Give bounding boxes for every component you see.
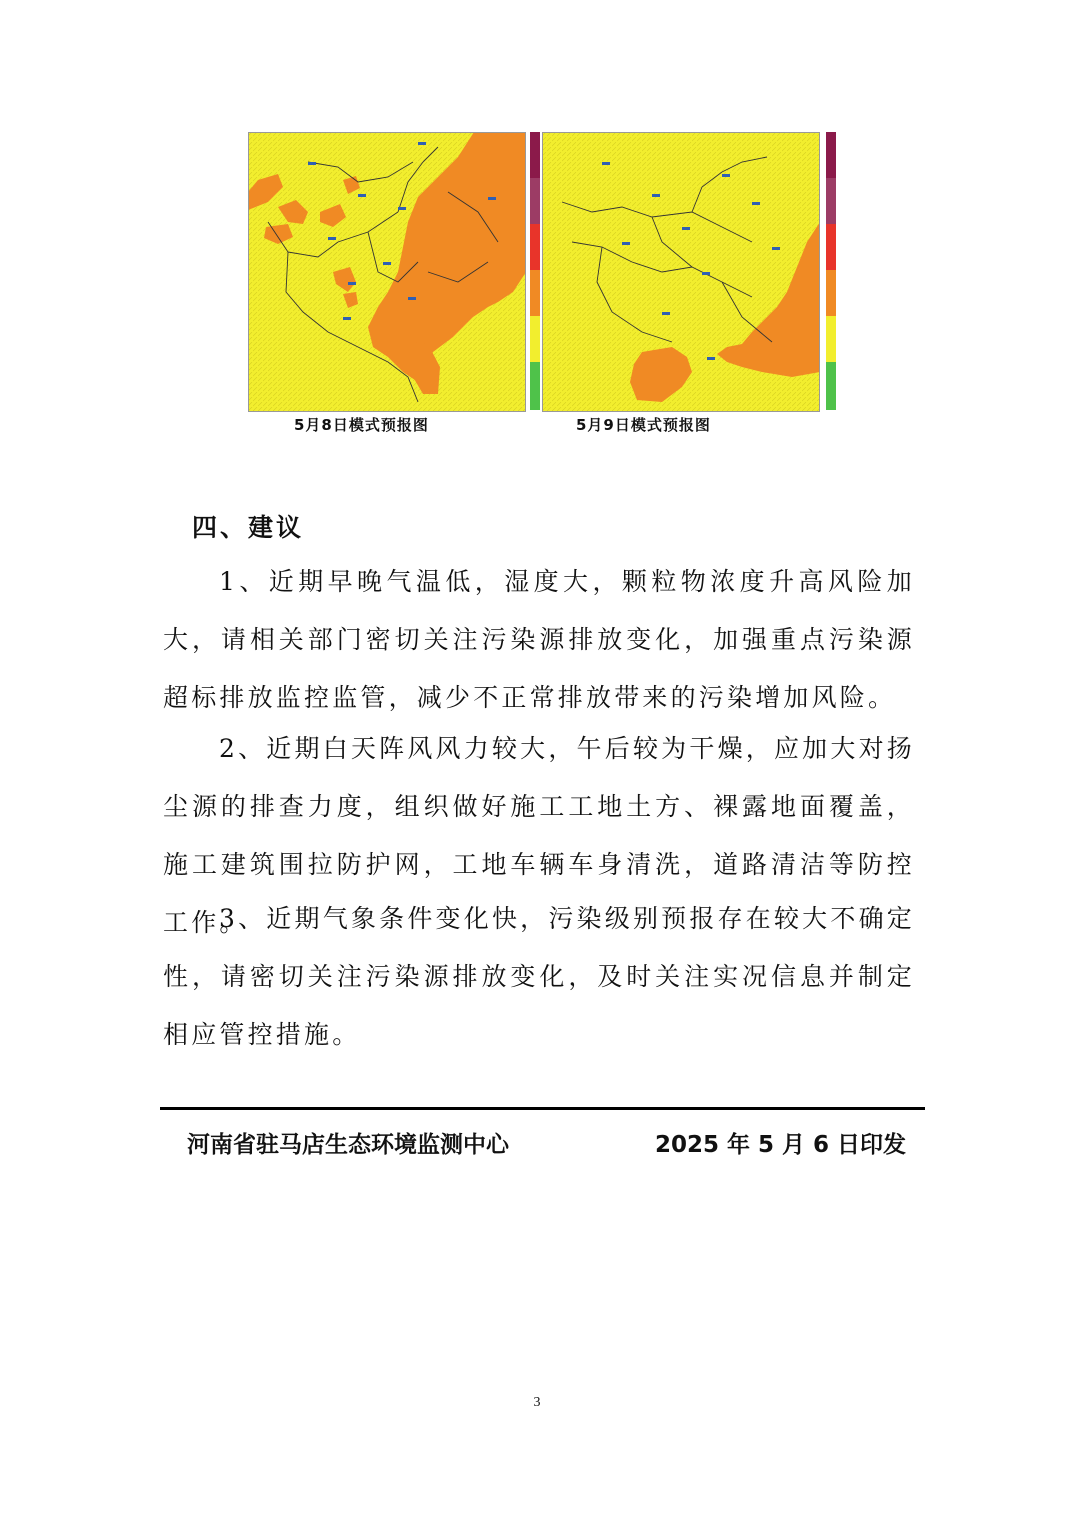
footer-divider bbox=[160, 1107, 925, 1110]
forecast-map-may8 bbox=[248, 132, 526, 412]
map-caption-may9: 5月9日模式预报图 bbox=[576, 416, 711, 434]
section-heading: 四、建议 bbox=[192, 513, 305, 542]
footer-issue-date: 2025 年 5 月 6 日印发 bbox=[655, 1132, 907, 1158]
paragraph-1: 1、近期早晚气温低，湿度大，颗粒物浓度升高风险加大，请相关部门密切关注污染源排放变化，加强重点污染源超标排放监控监管，减少不正常排放带来的污染增加风险。 bbox=[163, 567, 915, 712]
map-caption-may8: 5月8日模式预报图 bbox=[294, 416, 429, 434]
page-number: 3 bbox=[533, 1395, 541, 1410]
footer-organization: 河南省驻马店生态环境监测中心 bbox=[187, 1132, 509, 1158]
legend-bar-may8 bbox=[530, 132, 540, 410]
legend-bar-may9 bbox=[826, 132, 836, 410]
forecast-map-may9 bbox=[542, 132, 820, 412]
paragraph-3: 3、近期气象条件变化快，污染级别预报存在较大不确定性，请密切关注污染源排放变化，及时关注实况信息并制定相应管控措施。 bbox=[163, 904, 915, 1049]
forecast-maps bbox=[248, 132, 840, 412]
paragraph-2: 2、近期白天阵风风力较大，午后较为干燥，应加大对扬尘源的排查力度，组织做好施工工地土方、裸露地面覆盖，施工建筑围拉防护网，工地车辆车身清洗，道路清洁等防控工作。 bbox=[163, 734, 915, 937]
